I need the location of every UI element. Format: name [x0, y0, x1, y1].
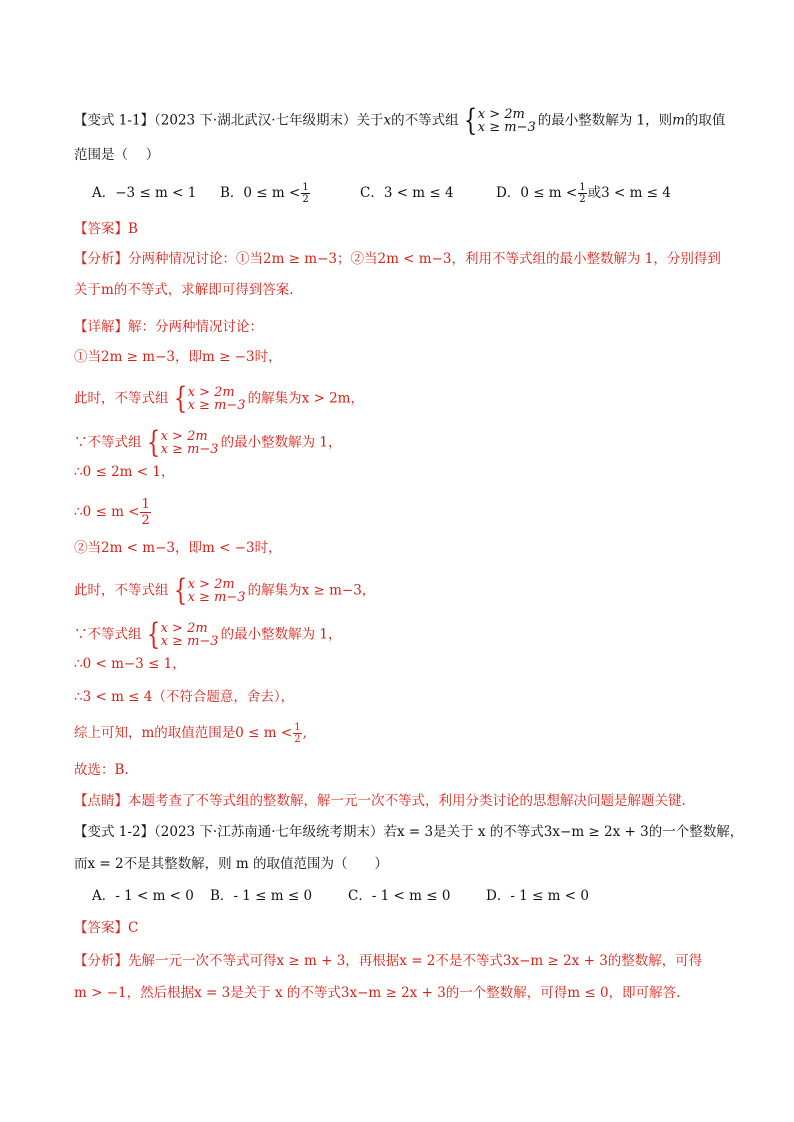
review-1-1: 【点睛】本题考查了不等式组的整数解，解一元一次不等式，利用分类讨论的思想解决问题是解题关键.: [74, 793, 686, 809]
choice-c: C．- 1 < m ≤ 0: [348, 888, 451, 904]
analysis-1-2-line2: m > −1，然后根据x = 3是关于 x 的不等式3x−m ≥ 2x + 3的一个整数解，可得m ≤ 0，即可解答.: [74, 985, 681, 1001]
question-1-1-line2: 范围是（ ）: [74, 147, 160, 163]
choice-a: A．- 1 < m < 0: [92, 888, 194, 904]
analysis-1-2-line1: 【分析】先解一元一次不等式可得x ≥ m + 3，再根据x = 2不是不等式3x−m ≥ 2x + 3的整数解，可得: [74, 953, 703, 969]
question-1-2-line2: 而x = 2不是其整数解，则 m 的取值范围为（ ）: [74, 856, 388, 872]
answer-1-2: 【答案】C: [74, 920, 139, 936]
variant-tag: 【变式 1-1】: [74, 112, 155, 129]
variant-tag: 【变式 1-2】: [74, 824, 155, 840]
choice-b: B．0 ≤ m < $\frac{1}{2}$: [220, 182, 309, 205]
choice-c: C．3 < m ≤ 4: [360, 185, 454, 201]
question-source: （2023 下·湖北武汉·七年级期末）: [154, 112, 357, 129]
answer-1-1: 【答案】B: [74, 221, 138, 237]
detail-case2-result: ∴3 < m ≤ 4（不符合题意，舍去），: [74, 689, 295, 705]
analysis-1-1-line1: 【分析】分两种情况讨论：①当2m ≥ m−3；②当2m < m−3，利用不等式组的最小整数解为 1，分别得到: [74, 251, 721, 267]
detail-case2: ②当2m < m−3，即m < −3时，: [74, 540, 282, 556]
choice-d: D．0 ≤ m < $\frac{1}{2}$ 或3 < m ≤ 4: [496, 182, 671, 205]
choices-1-2: [92, 886, 589, 906]
detail-case1-min-int: ∵不等式组 { x > 2m x ≥ m−3 的最小整数解为 1，: [74, 425, 342, 460]
inequality-system: { x > 2m x ≥ m−3: [463, 103, 536, 138]
detail-case2-min-int: ∵不等式组 { x > 2m x ≥ m−3 的最小整数解为 1，: [74, 617, 342, 652]
analysis-1-1-line2: 关于m的不等式，求解即可得到答案.: [74, 282, 294, 298]
detail-case1-solution: 此时，不等式组 { x > 2m x ≥ m−3 的解集为x > 2m，: [74, 381, 364, 416]
choice-a: A．−3 ≤ m < 1: [92, 185, 197, 201]
question-1-1-line1: 【变式 1-1】（2023 下·湖北武汉·七年级期末）关于x的不等式组 { x > 2m x ≥ m−3 的最小整数解为 1，则m的取值: [74, 103, 726, 138]
detail-case1-result: ∴0 ≤ m < $\frac{1}{2}$: [74, 497, 150, 528]
choice-b: B．- 1 ≤ m ≤ 0: [210, 888, 313, 904]
detail-case1: ①当2m ≥ m−3，即m ≥ −3时，: [74, 349, 282, 365]
detail-case2-solution: 此时，不等式组 { x > 2m x ≥ m−3 的解集为x ≥ m−3，: [74, 573, 376, 608]
choices-1-1: [92, 182, 671, 205]
detail-case1-ineq: ∴0 ≤ 2m < 1，: [74, 464, 175, 480]
detail-1-1-line1: 【详解】解：分两种情况讨论：: [74, 319, 263, 335]
question-source: （2023 下·江苏南通·七年级统考期末）: [154, 824, 384, 840]
choice-d: D．- 1 ≤ m < 0: [486, 888, 589, 904]
detail-choice: 故选：B.: [74, 762, 129, 778]
detail-conclusion: 综上可知，m的取值范围是0 ≤ m < $\frac{1}{2}$ ,: [74, 722, 307, 745]
question-1-2-line1: 【变式 1-2】（2023 下·江苏南通·七年级统考期末）若x = 3是关于 x 的不等式3x−m ≥ 2x + 3的一个整数解，: [74, 824, 744, 840]
detail-case2-ineq: ∴0 < m−3 ≤ 1，: [74, 656, 186, 672]
